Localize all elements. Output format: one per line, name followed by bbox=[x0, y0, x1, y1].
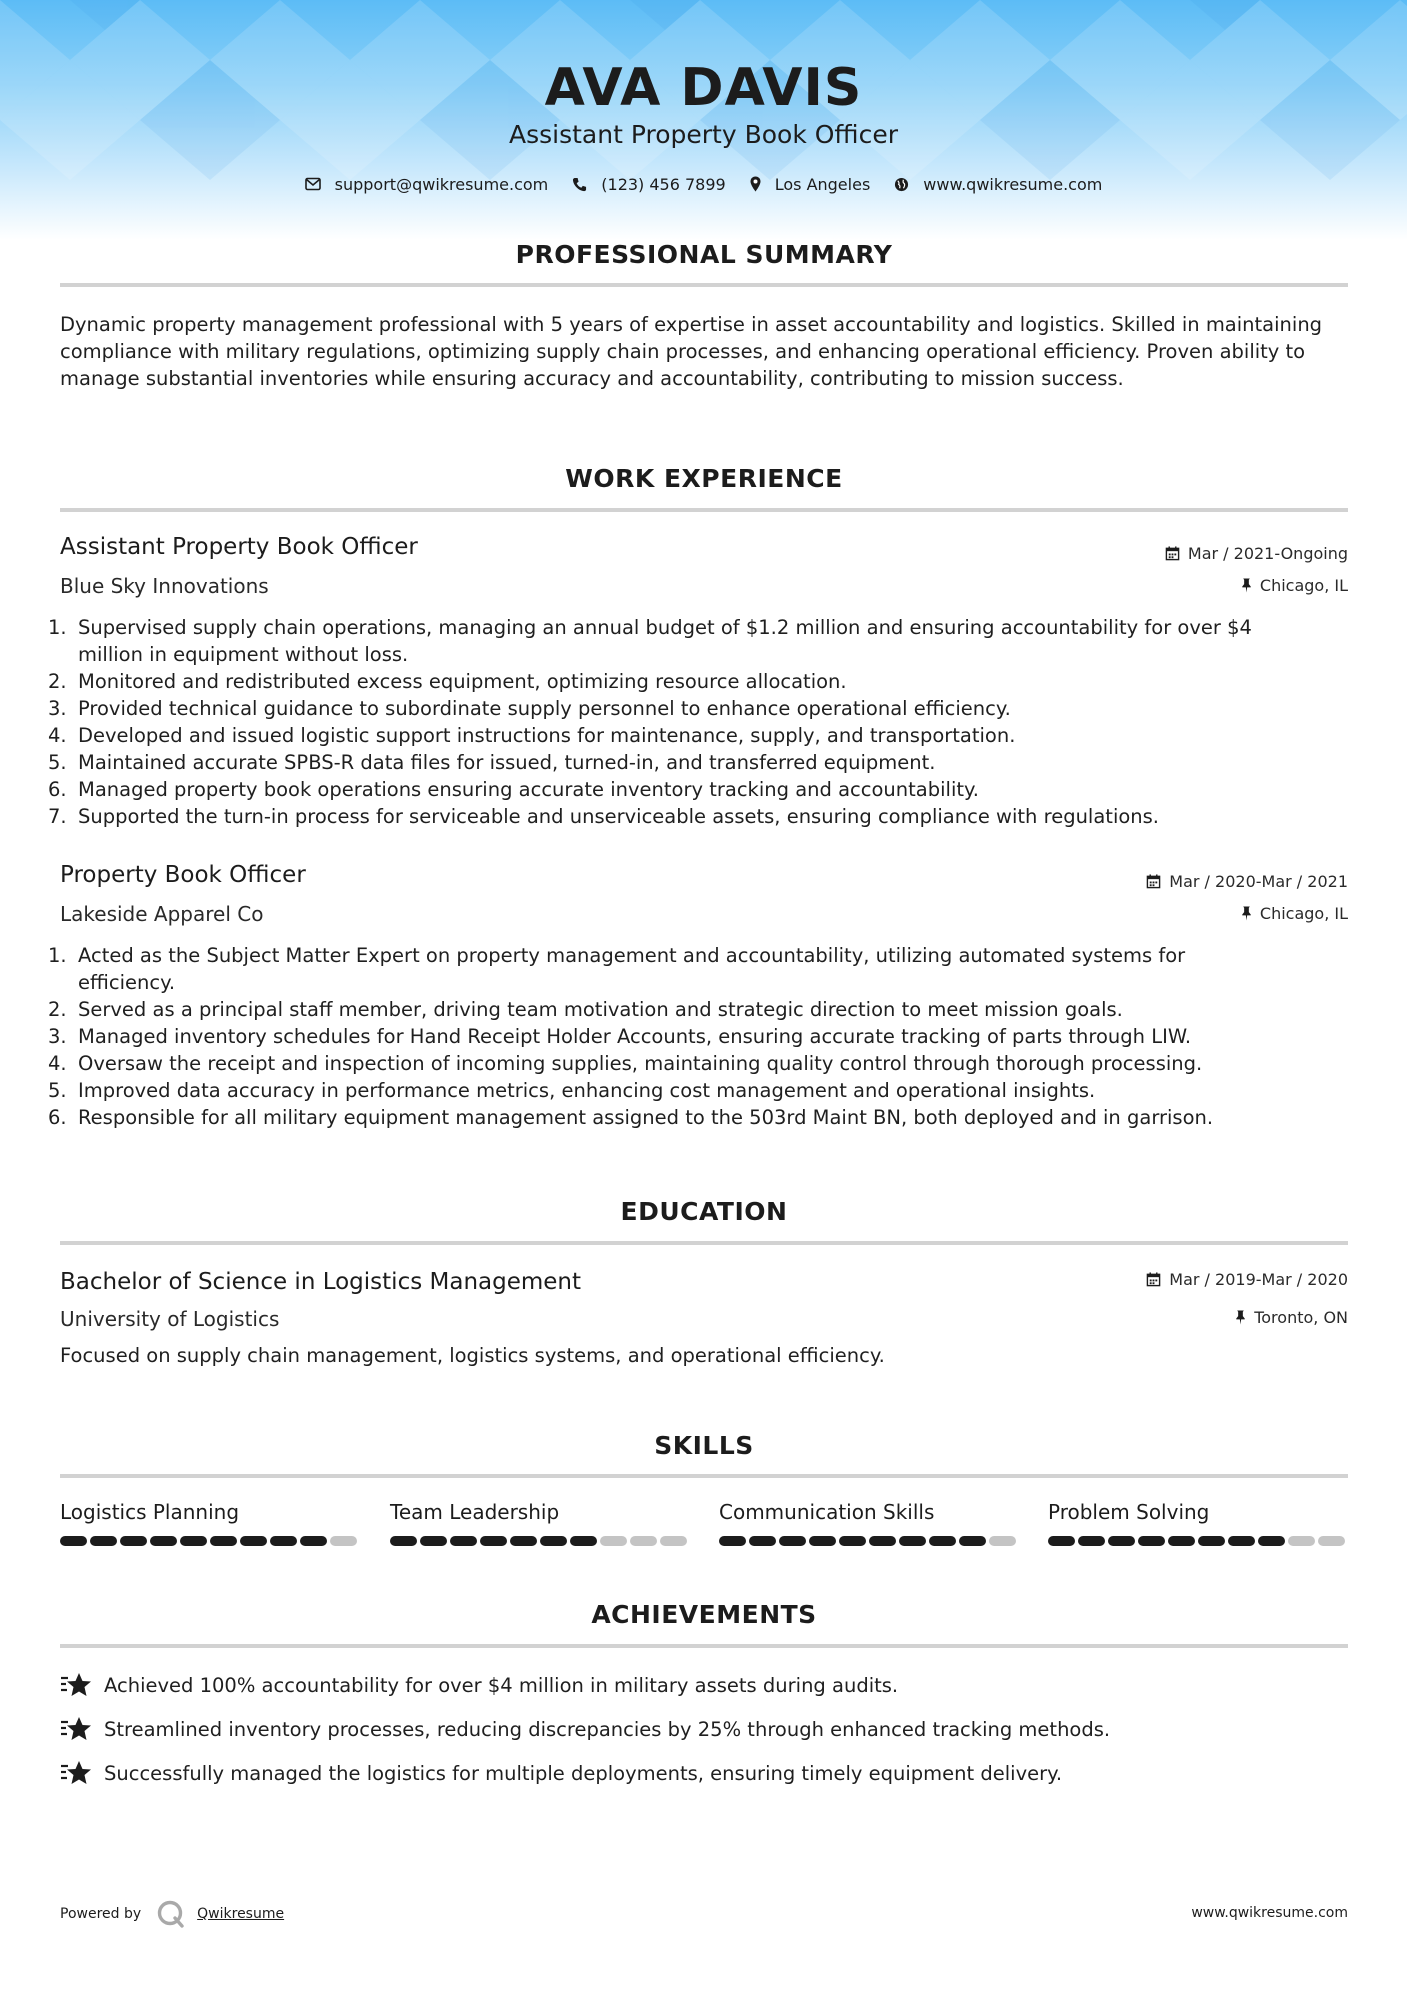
education-rule bbox=[60, 1241, 1348, 1245]
list-text: Oversaw the receipt and inspection of incoming supplies, maintaining quality control through thorough processing. bbox=[78, 1052, 1203, 1075]
list-item bbox=[0, 1023, 1348, 1050]
list-number: 5. bbox=[48, 1079, 67, 1102]
pushpin-icon bbox=[1241, 578, 1252, 593]
list-text: Responsible for all military equipment management assigned to the 503rd Maint BN, both deployed and in garrison. bbox=[78, 1106, 1214, 1129]
contact-phone-text: (123) 456 7899 bbox=[601, 174, 726, 194]
skill-segment-filled bbox=[779, 1536, 806, 1546]
skill-segment-filled bbox=[749, 1536, 776, 1546]
skill-segment-filled bbox=[1168, 1536, 1195, 1546]
skill-segment-filled bbox=[869, 1536, 896, 1546]
job-2-company: Lakeside Apparel Co bbox=[60, 902, 264, 926]
skill-segment-filled bbox=[150, 1536, 177, 1546]
footer-powered-by bbox=[60, 1898, 284, 1930]
list-item bbox=[0, 749, 1348, 776]
skill-level-bar bbox=[719, 1536, 1019, 1546]
globe-icon bbox=[894, 177, 909, 192]
skill-level-bar bbox=[1048, 1536, 1348, 1546]
list-text: Developed and issued logistic support instructions for maintenance, supply, and transportation. bbox=[78, 724, 1016, 747]
list-number: 3. bbox=[48, 1025, 67, 1048]
contact-email-text: support@qwikresume.com bbox=[334, 174, 549, 194]
list-item bbox=[0, 942, 1348, 996]
education-heading: EDUCATION bbox=[620, 1197, 788, 1226]
list-text-cont: efficiency. bbox=[78, 971, 176, 994]
education-description: Focused on supply chain management, logistics systems, and operational efficiency. bbox=[60, 1344, 885, 1367]
list-item bbox=[0, 803, 1348, 830]
skill-communication-skills bbox=[719, 1500, 1019, 1546]
skill-segment-filled bbox=[1048, 1536, 1075, 1546]
list-item bbox=[0, 776, 1348, 803]
calendar-icon bbox=[1165, 546, 1180, 561]
job-1-company: Blue Sky Innovations bbox=[60, 574, 269, 598]
job-1-title: Assistant Property Book Officer bbox=[60, 534, 418, 560]
list-text: Provided technical guidance to subordinate supply personnel to enhance operational efficiency. bbox=[78, 697, 1011, 720]
summary-text: Dynamic property management professional with 5 years of expertise in asset accountability and logistics. Skilled in maintaining compliance with military regulations, optimizing supply chain processes, and enhancing operational efficiency. Proven ability to manage substantial inventories while ensuring accuracy and accountability, contributing to mission success. bbox=[60, 313, 1323, 390]
phone-icon bbox=[572, 177, 587, 192]
skill-segment-filled bbox=[1108, 1536, 1135, 1546]
contact-location-text: Los Angeles bbox=[774, 174, 871, 194]
skill-segment-empty bbox=[600, 1536, 627, 1546]
list-text: Supported the turn-in process for serviceable and unserviceable assets, ensuring compliance with regulations. bbox=[78, 805, 1160, 828]
list-text: Managed inventory schedules for Hand Receipt Holder Accounts, ensuring accurate tracking of parts through LIW. bbox=[78, 1025, 1192, 1048]
skill-segment-filled bbox=[570, 1536, 597, 1546]
education-location bbox=[1235, 1308, 1348, 1327]
job-2-location bbox=[1241, 904, 1348, 923]
skill-segment-empty bbox=[660, 1536, 687, 1546]
achievement-text: Achieved 100% accountability for over $4 million in military assets during audits. bbox=[104, 1673, 899, 1697]
job-1-bullets bbox=[0, 614, 1348, 830]
list-number: 1. bbox=[48, 944, 67, 967]
skill-segment-empty bbox=[330, 1536, 357, 1546]
achievements-heading: ACHIEVEMENTS bbox=[591, 1600, 817, 1629]
job-2-location-text: Chicago, IL bbox=[1259, 904, 1348, 923]
list-number: 7. bbox=[48, 805, 67, 828]
skill-segment-filled bbox=[90, 1536, 117, 1546]
list-text: Acted as the Subject Matter Expert on property management and accountability, utilizing automated systems for bbox=[78, 944, 1186, 967]
skill-segment-filled bbox=[1138, 1536, 1165, 1546]
achievement-item bbox=[60, 1716, 1110, 1742]
achievement-text: Streamlined inventory processes, reducing discrepancies by 25% through enhanced tracking methods. bbox=[104, 1717, 1111, 1741]
skill-segment-empty bbox=[989, 1536, 1016, 1546]
achievement-item bbox=[60, 1672, 898, 1698]
contact-website[interactable] bbox=[894, 175, 1102, 194]
list-item bbox=[0, 695, 1348, 722]
skill-segment-filled bbox=[809, 1536, 836, 1546]
skill-segment-filled bbox=[180, 1536, 207, 1546]
star-award-icon bbox=[60, 1760, 92, 1786]
job-1-location-text: Chicago, IL bbox=[1259, 576, 1348, 595]
education-degree: Bachelor of Science in Logistics Management bbox=[60, 1269, 582, 1295]
skill-segment-filled bbox=[480, 1536, 507, 1546]
job-2-title: Property Book Officer bbox=[60, 862, 306, 888]
skill-segment-filled bbox=[450, 1536, 477, 1546]
list-item bbox=[0, 614, 1348, 668]
list-text-cont: million in equipment without loss. bbox=[78, 643, 409, 666]
skill-segment-filled bbox=[1228, 1536, 1255, 1546]
skills-heading: SKILLS bbox=[654, 1431, 754, 1460]
list-item bbox=[0, 1050, 1348, 1077]
skill-segment-empty bbox=[1318, 1536, 1345, 1546]
job-2-dates bbox=[1146, 872, 1348, 891]
skill-segment-filled bbox=[240, 1536, 267, 1546]
contact-location bbox=[750, 175, 871, 194]
list-number: 1. bbox=[48, 616, 67, 639]
job-2-dates-text: Mar / 2020-Mar / 2021 bbox=[1169, 872, 1348, 891]
pushpin-icon bbox=[1241, 906, 1252, 921]
list-item bbox=[0, 668, 1348, 695]
skill-segment-filled bbox=[210, 1536, 237, 1546]
skill-segment-empty bbox=[630, 1536, 657, 1546]
list-number: 5. bbox=[48, 751, 67, 774]
skill-segment-filled bbox=[719, 1536, 746, 1546]
list-item bbox=[0, 1104, 1348, 1131]
pushpin-icon bbox=[1235, 1310, 1246, 1325]
skill-name: Logistics Planning bbox=[60, 1500, 240, 1524]
achievement-item bbox=[60, 1760, 1062, 1786]
skill-segment-filled bbox=[540, 1536, 567, 1546]
list-text: Managed property book operations ensuring accurate inventory tracking and accountability. bbox=[78, 778, 979, 801]
list-number: 3. bbox=[48, 697, 67, 720]
list-number: 6. bbox=[48, 778, 67, 801]
job-1-dates-text: Mar / 2021-Ongoing bbox=[1187, 544, 1348, 563]
footer-website[interactable]: www.qwikresume.com bbox=[1191, 1905, 1348, 1921]
experience-heading: WORK EXPERIENCE bbox=[565, 464, 843, 493]
map-pin-icon bbox=[750, 176, 761, 192]
list-item bbox=[0, 722, 1348, 749]
education-school: University of Logistics bbox=[60, 1307, 280, 1331]
skill-segment-filled bbox=[60, 1536, 87, 1546]
skill-problem-solving bbox=[1048, 1500, 1348, 1546]
skill-segment-filled bbox=[390, 1536, 417, 1546]
skill-segment-filled bbox=[1198, 1536, 1225, 1546]
skill-level-bar bbox=[60, 1536, 360, 1546]
skill-segment-empty bbox=[1288, 1536, 1315, 1546]
calendar-icon bbox=[1146, 874, 1161, 889]
education-dates-text: Mar / 2019-Mar / 2020 bbox=[1169, 1270, 1348, 1289]
star-award-icon bbox=[60, 1716, 92, 1742]
list-number: 4. bbox=[48, 1052, 67, 1075]
list-number: 2. bbox=[48, 670, 67, 693]
list-text: Improved data accuracy in performance metrics, enhancing cost management and operational insights. bbox=[78, 1079, 1096, 1102]
job-1-location bbox=[1241, 576, 1348, 595]
qwikresume-link[interactable]: Qwikresume bbox=[197, 1906, 285, 1922]
skill-segment-filled bbox=[929, 1536, 956, 1546]
qwikresume-logo-icon bbox=[155, 1898, 187, 1930]
skill-name: Problem Solving bbox=[1048, 1500, 1210, 1524]
contact-bar bbox=[0, 172, 1407, 196]
candidate-name: AVA DAVIS bbox=[544, 58, 863, 118]
achievements-rule bbox=[60, 1644, 1348, 1648]
skill-segment-filled bbox=[839, 1536, 866, 1546]
skill-segment-filled bbox=[270, 1536, 297, 1546]
skill-segment-filled bbox=[899, 1536, 926, 1546]
skill-segment-filled bbox=[959, 1536, 986, 1546]
summary-heading: PROFESSIONAL SUMMARY bbox=[515, 240, 893, 269]
skill-segment-filled bbox=[300, 1536, 327, 1546]
contact-email[interactable] bbox=[305, 175, 549, 194]
skills-rule bbox=[60, 1474, 1348, 1478]
skill-segment-filled bbox=[510, 1536, 537, 1546]
list-number: 6. bbox=[48, 1106, 67, 1129]
achievement-text: Successfully managed the logistics for multiple deployments, ensuring timely equipment delivery. bbox=[104, 1761, 1063, 1785]
list-item bbox=[0, 1077, 1348, 1104]
list-text: Maintained accurate SPBS-R data files for issued, turned-in, and transferred equipment. bbox=[78, 751, 936, 774]
skill-segment-filled bbox=[420, 1536, 447, 1546]
skill-name: Communication Skills bbox=[719, 1500, 935, 1524]
skill-segment-filled bbox=[120, 1536, 147, 1546]
contact-phone[interactable] bbox=[572, 175, 725, 194]
job-2-bullets bbox=[0, 942, 1348, 1131]
star-award-icon bbox=[60, 1672, 92, 1698]
list-number: 2. bbox=[48, 998, 67, 1021]
skill-segment-filled bbox=[1258, 1536, 1285, 1546]
skill-level-bar bbox=[390, 1536, 690, 1546]
skill-logistics-planning bbox=[60, 1500, 360, 1546]
summary-rule bbox=[60, 283, 1348, 287]
list-text: Supervised supply chain operations, managing an annual budget of $1.2 million and ensuring accountability for over $4 bbox=[78, 616, 1252, 639]
powered-by-label: Powered by bbox=[60, 1906, 142, 1922]
job-1-dates bbox=[1165, 544, 1348, 563]
candidate-title: Assistant Property Book Officer bbox=[509, 120, 898, 149]
contact-website-text: www.qwikresume.com bbox=[923, 174, 1103, 194]
education-location-text: Toronto, ON bbox=[1254, 1308, 1348, 1327]
skill-segment-filled bbox=[1078, 1536, 1105, 1546]
list-item bbox=[0, 996, 1348, 1023]
experience-rule bbox=[60, 508, 1348, 512]
envelope-icon bbox=[305, 177, 321, 191]
list-text: Served as a principal staff member, driving team motivation and strategic direction to meet mission goals. bbox=[78, 998, 1123, 1021]
skill-team-leadership bbox=[390, 1500, 690, 1546]
list-number: 4. bbox=[48, 724, 67, 747]
list-text: Monitored and redistributed excess equipment, optimizing resource allocation. bbox=[78, 670, 847, 693]
skill-name: Team Leadership bbox=[390, 1500, 560, 1524]
calendar-icon bbox=[1146, 1272, 1161, 1287]
education-dates bbox=[1146, 1270, 1348, 1289]
